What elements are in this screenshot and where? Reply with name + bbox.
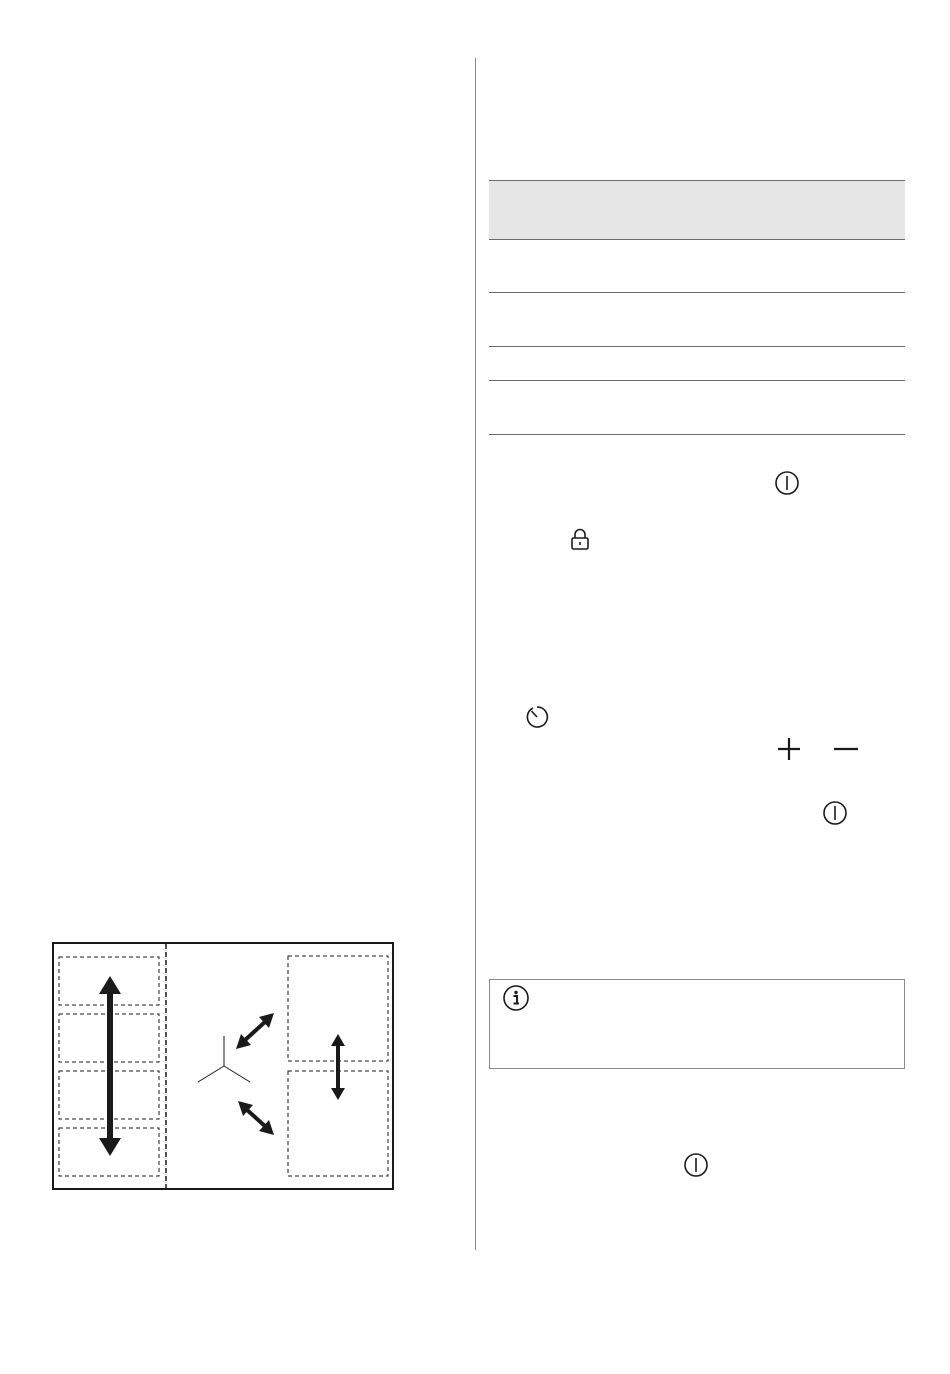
- table-header: [489, 180, 905, 240]
- table-row-divider: [489, 346, 905, 347]
- info-note-box: [489, 979, 905, 1069]
- plus-icon: [776, 736, 802, 762]
- table-row-divider: [489, 292, 905, 293]
- diagonal-arrow-upper: [244, 1021, 266, 1041]
- minus-icon: [833, 736, 859, 762]
- diagonal-arrow-lower: [246, 1109, 266, 1127]
- table-row-divider: [489, 380, 905, 381]
- hob-zone-diagram: [52, 942, 394, 1190]
- lock-icon: [570, 528, 590, 550]
- table-bottom-rule: [489, 434, 905, 435]
- power-icon: [822, 800, 848, 826]
- timer-icon: [523, 703, 551, 731]
- info-icon: [502, 984, 530, 1012]
- column-divider: [475, 58, 476, 1250]
- power-icon: [683, 1152, 709, 1178]
- power-icon: [774, 470, 800, 496]
- hob-diagram-drawing: [54, 944, 392, 1188]
